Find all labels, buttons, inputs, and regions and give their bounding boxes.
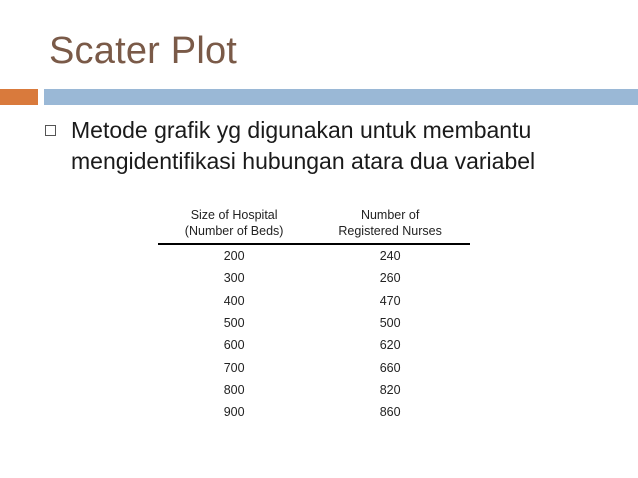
table-cell-nurses: 260 xyxy=(379,271,401,286)
table-cell-nurses: 860 xyxy=(379,405,401,420)
table-row xyxy=(158,356,470,378)
table-header-hospital-size xyxy=(158,205,310,244)
table-cell-beds: 700 xyxy=(223,360,245,375)
table-cell-nurses: 620 xyxy=(379,338,401,353)
data-table xyxy=(158,205,470,423)
bullet-text xyxy=(71,115,631,177)
table-row xyxy=(158,334,470,356)
table-header-row xyxy=(158,205,470,244)
square-bullet-icon xyxy=(45,125,56,136)
bullet-text-line-2: mengidentifikasi hubungan atara dua variabel xyxy=(71,148,536,174)
table-cell-nurses: 470 xyxy=(379,293,401,308)
table-cell-beds: 800 xyxy=(223,382,245,397)
accent-bar-blue xyxy=(44,89,638,105)
table-cell-beds: 500 xyxy=(223,316,245,331)
table-row xyxy=(158,312,470,334)
table-row xyxy=(158,401,470,423)
table-cell-nurses: 660 xyxy=(379,360,401,375)
header-line: Registered Nurses xyxy=(338,224,442,238)
table-row xyxy=(158,290,470,312)
table-cell-nurses: 820 xyxy=(379,382,401,397)
table-row xyxy=(158,244,470,267)
table-header-registered-nurses xyxy=(310,205,470,244)
header-line: Size of Hospital xyxy=(190,208,278,222)
table-row xyxy=(158,267,470,289)
table-cell-beds: 900 xyxy=(223,405,245,420)
accent-bar-orange xyxy=(0,89,38,105)
table-cell-beds: 600 xyxy=(223,338,245,353)
table-cell-beds: 200 xyxy=(223,249,245,264)
table-cell-beds: 400 xyxy=(223,293,245,308)
bullet-text-line-1: Metode grafik yg digunakan untuk membantu xyxy=(71,117,532,143)
table-cell-nurses: 500 xyxy=(379,316,401,331)
table-cell-nurses: 240 xyxy=(379,249,401,264)
table-cell-beds: 300 xyxy=(223,271,245,286)
slide-title: Scater Plot xyxy=(49,30,238,72)
header-line: Number of xyxy=(360,208,420,222)
table-row xyxy=(158,379,470,401)
header-line: (Number of Beds) xyxy=(184,224,284,238)
